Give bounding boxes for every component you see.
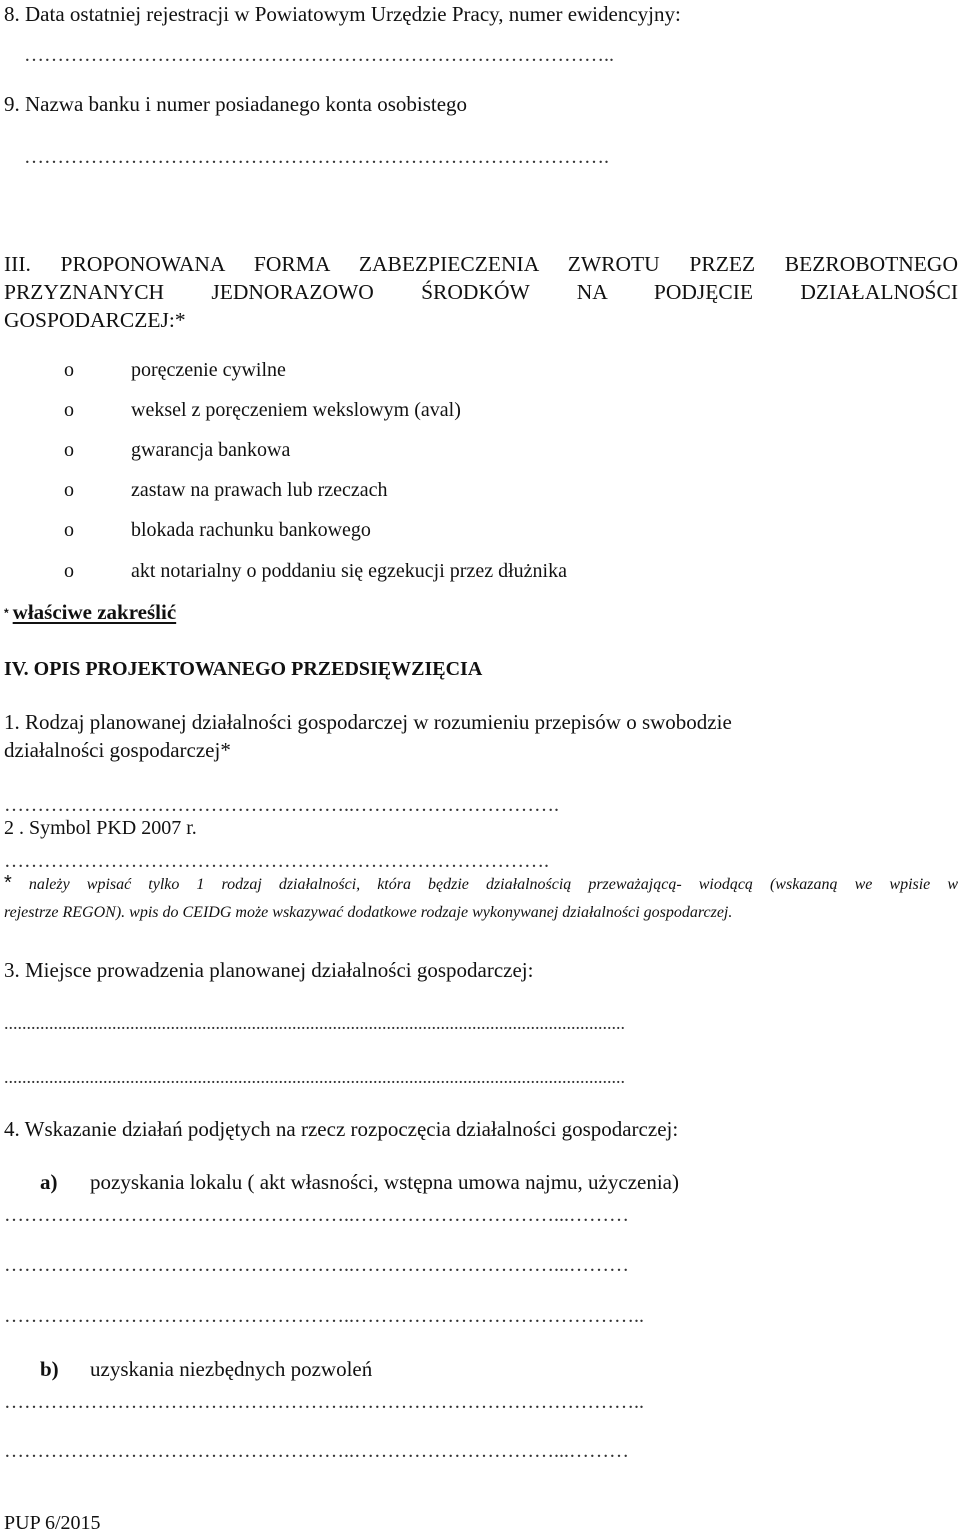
item3-fill-line1: .......................................................................................................................................... — [4, 1013, 625, 1033]
item4a-fill-line1: ……………………………………………..…………………………...……… — [4, 1204, 629, 1226]
option-label: weksel z poręczeniem wekslowym (aval) — [131, 399, 461, 421]
item4b-fill-line2: ……………………………………………..…………………………...……… — [4, 1440, 629, 1462]
item4b-text: uzyskania niezbędnych pozwoleń — [90, 1357, 373, 1381]
item8-fill-line: …………………………………………………………………………….. — [24, 44, 614, 66]
item3-fill-line2: .......................................................................................................................................... — [4, 1067, 625, 1087]
item4a-marker: a) — [40, 1170, 58, 1194]
bullet-circle: o — [64, 519, 74, 541]
option-label: akt notarialny o poddaniu się egzekucji przez dłużnika — [131, 560, 567, 582]
bullet-circle: o — [64, 439, 74, 461]
note-star: * — [4, 872, 12, 894]
footer-form-code: PUP 6/2015 — [4, 1512, 101, 1534]
item1-fill-line: ……………………………………………..…………………………. — [4, 794, 559, 816]
item8-label: 8. Data ostatniej rejestracji w Powiatowym Urzędzie Pracy, numer ewidencyjny: — [4, 2, 681, 26]
option-label: blokada rachunku bankowego — [131, 519, 371, 541]
item9-label: 9. Nazwa banku i numer posiadanego konta osobistego — [4, 92, 468, 116]
option-label: zastaw na prawach lub rzeczach — [131, 479, 388, 501]
item2-fill-line: ………………………………………………………………………. — [4, 850, 549, 872]
bullet-circle: o — [64, 359, 74, 381]
item1-label-line2: działalności gospodarczej* — [4, 738, 231, 762]
item9-fill-line: ……………………………………………………………………………. — [24, 146, 609, 168]
footnote-text: właściwe zakreślić — [12, 600, 177, 624]
option-label: poręczenie cywilne — [131, 359, 286, 381]
item4a-fill-line2: ……………………………………………..…………………………...……… — [4, 1254, 629, 1276]
item4b-fill-line1: ……………………………………………..…………………………………….. — [4, 1391, 644, 1413]
note-text-line1: należy wpisać tylko 1 rodzaj działalności, która będzie działalnością przeważającą- wiodącą (wskazaną we wpisie w — [28, 876, 959, 893]
section-iv-heading: IV. OPIS PROJEKTOWANEGO PRZEDSIĘWZIĘCIA — [4, 658, 483, 680]
item3-label: 3. Miejsce prowadzenia planowanej działalności gospodarczej: — [4, 958, 534, 982]
section-iii-heading-line2: PRZYZNANYCH JEDNORAZOWO ŚRODKÓW NA PODJĘCIE DZIAŁALNOŚCI — [4, 280, 958, 304]
option-label: gwarancja bankowa — [131, 439, 291, 461]
item4-label: 4. Wskazanie działań podjętych na rzecz rozpoczęcia działalności gospodarczej: — [4, 1117, 679, 1141]
item4a-fill-line3: ……………………………………………..…………………………………….. — [4, 1305, 644, 1327]
section-iii-heading-line3: GOSPODARCZEJ:* — [4, 308, 186, 332]
bullet-circle: o — [64, 479, 74, 501]
item4b-marker: b) — [40, 1357, 59, 1381]
section-iii-heading-line1: III. PROPONOWANA FORMA ZABEZPIECZENIA ZWROTU PRZEZ BEZROBOTNEGO — [4, 252, 958, 276]
item2-label: 2 . Symbol PKD 2007 r. — [4, 817, 197, 839]
bullet-circle: o — [64, 560, 74, 582]
selection-footnote — [4, 600, 176, 625]
item4a-text: pozyskania lokalu ( akt własności, wstępna umowa najmu, użyczenia) — [90, 1170, 679, 1194]
item2-note-line2: rejestrze REGON). wpis do CEIDG może wskazywać dodatkowe rodzaje wykonywanej działalności gospodarczej. — [4, 904, 733, 921]
item1-label-line1: 1. Rodzaj planowanej działalności gospodarczej w rozumieniu przepisów o swobodzie — [4, 710, 732, 734]
bullet-circle: o — [64, 399, 74, 421]
item2-note-line1 — [4, 868, 958, 900]
footnote-star: * — [4, 606, 9, 620]
